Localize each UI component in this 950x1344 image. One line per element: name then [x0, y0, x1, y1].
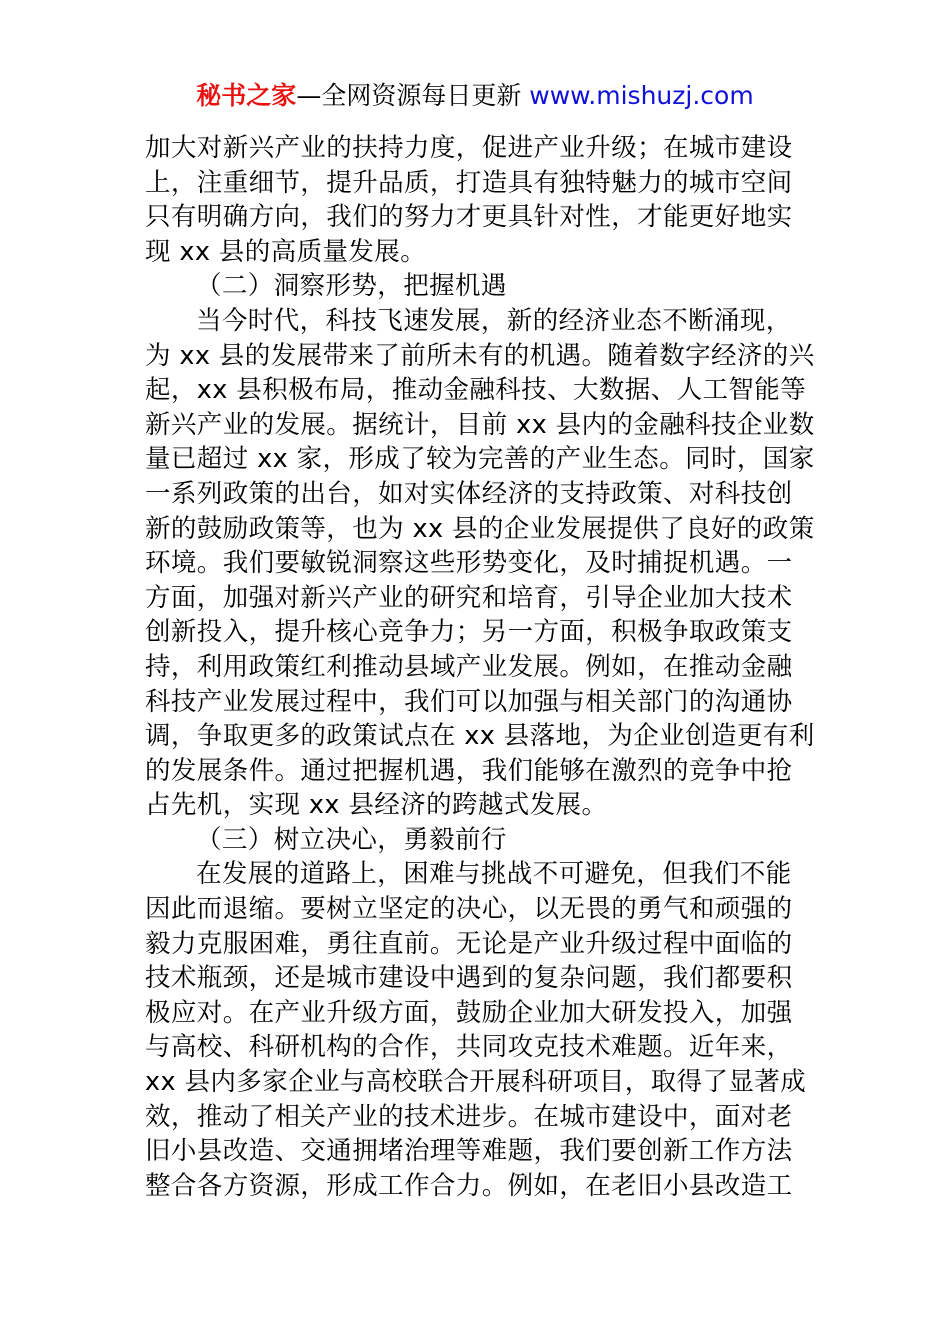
text-line: 的发展条件。通过把握机遇，我们能够在激烈的竞争中抢: [145, 755, 793, 786]
text-line: 占先机，实现 xx 县经济的跨越式发展。: [145, 790, 608, 821]
text-line: 毅力克服困难，勇往直前。无论是产业升级过程中面临的: [145, 928, 793, 959]
text-line: 新的鼓励政策等，也为 xx 县的企业发展提供了良好的政策: [145, 513, 815, 544]
text-line: 持，利用政策红利推动县域产业发展。例如，在推动金融: [145, 651, 793, 682]
text-line: 科技产业发展过程中，我们可以加强与相关部门的沟通协: [145, 686, 793, 717]
text-line: 技术瓶颈，还是城市建设中遇到的复杂问题，我们都要积: [145, 963, 793, 994]
text-line: 整合各方资源，形成工作合力。例如，在老旧小县改造工: [145, 1170, 793, 1201]
text-line: 与高校、科研机构的合作，共同攻克技术难题。近年来，: [145, 1032, 793, 1063]
brand-name: 秘书之家: [196, 81, 297, 110]
text-line: 新兴产业的发展。据统计，目前 xx 县内的金融科技企业数: [145, 409, 815, 440]
text-line: 旧小县改造、交通拥堵治理等难题，我们要创新工作方法: [145, 1136, 793, 1167]
text-line: 为 xx 县的发展带来了前所未有的机遇。随着数字经济的兴: [145, 340, 815, 371]
document-body: [145, 131, 815, 1203]
text-line: （三）树立决心，勇毅前行: [196, 824, 507, 855]
text-line: 在发展的道路上，困难与挑战不可避免，但我们不能: [196, 859, 792, 890]
text-line: 方面，加强对新兴产业的研究和培育，引导企业加大技术: [145, 582, 793, 613]
text-line: 极应对。在产业升级方面，鼓励企业加大研发投入，加强: [145, 997, 793, 1028]
text-line: 因此而退缩。要树立坚定的决心，以无畏的勇气和顽强的: [145, 894, 793, 925]
text-line: 创新投入，提升核心竞争力；另一方面，积极争取政策支: [145, 617, 793, 648]
text-line: 现 xx 县的高质量发展。: [145, 236, 427, 267]
text-line: 一系列政策的出台，如对实体经济的支持政策、对科技创: [145, 478, 793, 509]
site-header: [0, 80, 950, 112]
text-line: 起，xx 县积极布局，推动金融科技、大数据、人工智能等: [145, 375, 807, 406]
text-line: xx 县内多家企业与高校联合开展科研项目，取得了显著成: [145, 1067, 807, 1098]
text-line: 调，争取更多的政策试点在 xx 县落地，为企业创造更有利: [145, 721, 815, 752]
text-line: 环境。我们要敏锐洞察这些形势变化，及时捕捉机遇。一: [145, 548, 793, 579]
text-line: 当今时代，科技飞速发展，新的经济业态不断涌现，: [196, 305, 792, 336]
text-line: 效，推动了相关产业的技术进步。在城市建设中，面对老: [145, 1101, 793, 1132]
text-line: 只有明确方向，我们的努力才更具针对性，才能更好地实: [145, 202, 793, 233]
header-tagline: —全网资源每日更新: [296, 81, 530, 110]
site-url-link[interactable]: www.mishuzj.com: [529, 81, 754, 110]
text-line: 量已超过 xx 家，形成了较为完善的产业生态。同时，国家: [145, 444, 815, 475]
text-line: （二）洞察形势，把握机遇: [196, 271, 507, 302]
text-line: 上，注重细节，提升品质，打造具有独特魅力的城市空间: [145, 167, 793, 198]
text-line: 加大对新兴产业的扶持力度，促进产业升级；在城市建设: [145, 133, 793, 163]
